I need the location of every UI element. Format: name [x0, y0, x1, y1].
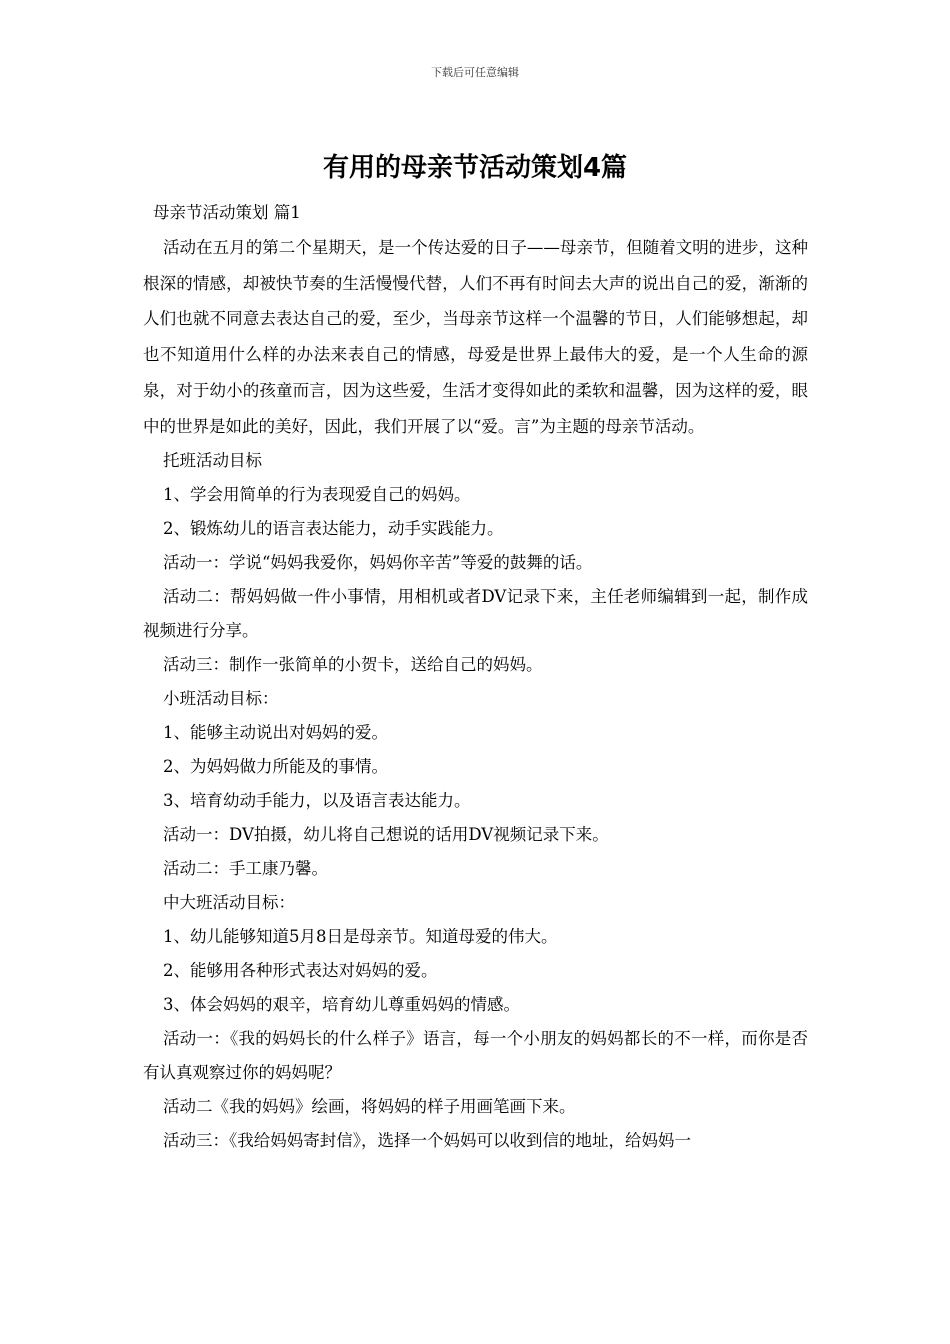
- document-body: [143, 196, 808, 1158]
- list-item: 2、为妈妈做力所能及的事情。: [163, 757, 388, 777]
- list-item: 2、锻炼幼儿的语言表达能力，动手实践能力。: [163, 519, 504, 539]
- activity-item: 活动三：《我给妈妈寄封信》，选择一个妈妈可以收到信的地址，给妈妈一: [163, 1131, 691, 1151]
- activity-item: 活动二《我的妈妈》绘画，将妈妈的样子用画笔画下来。: [163, 1097, 576, 1117]
- middle-class-goals-heading: 中大班活动目标：: [163, 893, 295, 913]
- list-item: 3、体会妈妈的艰辛，培育幼儿尊重妈妈的情感。: [163, 995, 520, 1015]
- section-heading: 母亲节活动策划 篇1: [153, 203, 301, 222]
- activity-item: 活动三：制作一张简单的小贺卡，送给自己的妈妈。: [163, 655, 543, 675]
- intro-paragraph: 活动在五月的第二个星期天，是一个传达爱的日子——母亲节，但随着文明的进步，这种根深的情感，却被快节奏的生活慢慢代替，人们不再有时间去大声的说出自己的爱，渐渐的人们也就不同意去表达自己的爱，至少，当母亲节这样一个温馨的节日，人们能够想起，却也不知道用什么样的办法来表自己的情感，母爱是世界上最伟大的爱，是一个人生命的源泉，对于幼小的孩童而言，因为这些爱，生活才变得如此的柔软和温馨，因为这样的爱，眼中的世界是如此的美好，因此，我们开展了以“爱。言”为主题的母亲节活动。: [143, 238, 808, 436]
- list-item: 1、能够主动说出对妈妈的爱。: [163, 723, 388, 743]
- toddler-goals-heading: 托班活动目标: [163, 451, 262, 471]
- activity-item: 活动二：手工康乃馨。: [163, 859, 328, 879]
- list-item: 1、学会用简单的行为表现爱自己的妈妈。: [163, 485, 471, 505]
- document-title: 有用的母亲节活动策划4篇: [322, 153, 628, 183]
- page-header-note: 下载后可任意编辑: [431, 66, 519, 79]
- list-item: 1、幼儿能够知道5月8日是母亲节。知道母爱的伟大。: [163, 927, 558, 947]
- activity-item: 活动一：DV拍摄，幼儿将自己想说的话用DV视频记录下来。: [163, 825, 609, 845]
- list-item: 2、能够用各种形式表达对妈妈的爱。: [163, 961, 438, 981]
- small-class-goals-heading: 小班活动目标：: [163, 689, 279, 709]
- activity-item: 活动二：帮妈妈做一件小事情，用相机或者DV记录下来，主任老师编辑到一起，制作成视频进行分享。: [143, 587, 808, 641]
- list-item: 3、培育幼动手能力，以及语言表达能力。: [163, 791, 471, 811]
- activity-item: 活动一：学说“妈妈我爱你，妈妈你辛苦”等爱的鼓舞的话。: [163, 553, 593, 573]
- activity-item: 活动一：《我的妈妈长的什么样子》语言，每一个小朋友的妈妈都长的不一样，而你是否有认真观察过你的妈妈呢？: [143, 1029, 808, 1083]
